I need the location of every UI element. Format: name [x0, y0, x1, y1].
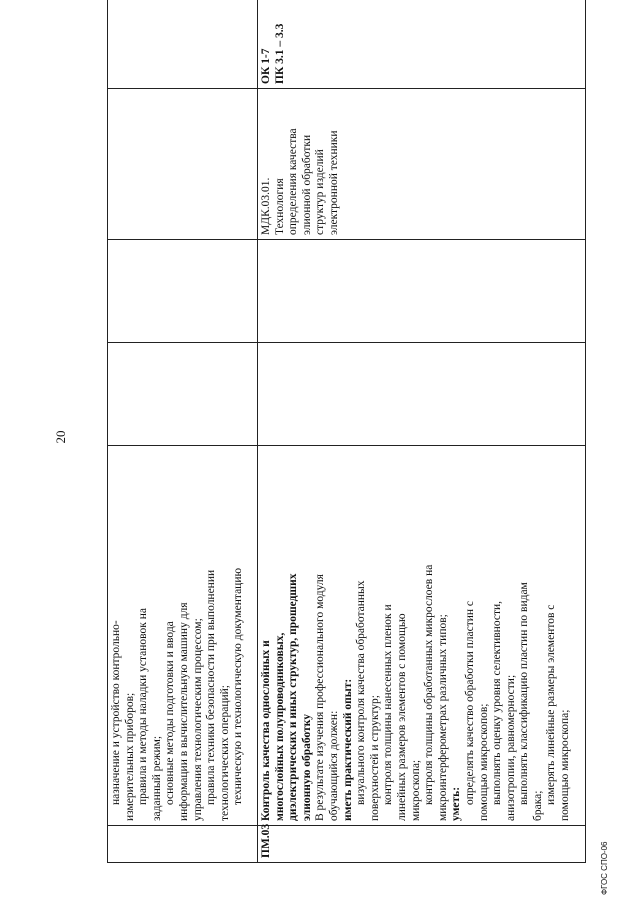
document-footer-code: ФГОС СПО-06: [600, 841, 609, 895]
course-cell: [258, 89, 586, 240]
curriculum-table-rotated: [107, 23, 585, 863]
text-line: Контроль качества однослойных и: [260, 640, 272, 821]
text-line: анизотропии, равномерности;: [504, 674, 517, 821]
text-line: техническую и технологическую документацию: [232, 567, 245, 805]
text-line: поверхностей и структур;: [368, 695, 381, 821]
module-description-cell: [258, 446, 586, 826]
text-line: микроинтерферометрах различных типов;: [436, 614, 449, 821]
requirements-list-2: [314, 450, 572, 821]
text-line: контроля толщины обработанных микрослоев на: [423, 564, 436, 805]
text-line: правила и методы наладки установок на: [137, 608, 150, 805]
page-number: 20: [53, 430, 68, 444]
text-line: иметь практический опыт:: [341, 678, 354, 821]
text-line: Технология: [273, 178, 286, 235]
text-line: микроскопа;: [409, 759, 422, 821]
text-line: выполнять оценку уровня селективности,: [491, 600, 504, 805]
empty-cell: [108, 240, 258, 343]
text-line: определения качества: [287, 128, 300, 235]
text-line: измерительных приборов;: [123, 692, 136, 821]
text-line: заданный режим;: [150, 735, 163, 821]
empty-cell: [258, 343, 586, 446]
text-line: электронной техники: [327, 130, 340, 235]
text-line: многослойных полупроводниковых,: [273, 632, 286, 821]
requirements-list-1: [110, 450, 246, 821]
text-line: структур изделий: [314, 149, 327, 235]
competence-cell-empty: [108, 0, 258, 89]
text-line: контроля толщины нанесенных пленок и: [382, 604, 395, 805]
text-line: основные методы подготовки и ввода: [164, 621, 177, 805]
competence-list: [260, 0, 287, 84]
text-line: уметь:: [450, 786, 463, 821]
text-line: выполнять классификацию пластин по видам: [518, 582, 531, 805]
text-line: информации в вычислительную машину для: [177, 602, 190, 821]
text-line: визуального контроля качества обработанных: [355, 580, 368, 805]
text-line: В результате изучения профессионального модуля: [314, 574, 327, 821]
text-line: определять качество обработки пластин с: [463, 600, 476, 805]
text-line: диэлектрических и иных структур, прошедших: [287, 573, 300, 821]
course-cell-empty: [108, 89, 258, 240]
module-code: ПМ.03: [258, 826, 586, 863]
text-line: назначение и устройство контрольно-: [110, 620, 122, 805]
text-line: управления технологическим процессом;: [191, 618, 204, 821]
text-line: элионной обработки: [300, 134, 313, 235]
empty-cell: [108, 343, 258, 446]
requirements-cell: [108, 446, 258, 826]
table-row: [258, 0, 586, 863]
table-row: [108, 0, 258, 863]
text-line: технологических операций;: [218, 684, 231, 821]
text-line: помощью микроскопа;: [559, 709, 572, 821]
text-line: ОК 1-7: [260, 48, 272, 84]
text-line: обучающийся должен:: [327, 710, 340, 821]
text-line: линейных размеров элементов с помощью: [395, 613, 408, 821]
text-line: правила техники безопасности при выполнении: [205, 569, 218, 805]
text-line: ПК 3.1 – 3.3: [273, 23, 286, 84]
text-line: помощью микроскопов;: [477, 703, 490, 821]
competence-cell: [258, 0, 586, 89]
text-line: элионную обработку: [300, 714, 313, 821]
text-line: измерять линейные размеры элементов с: [545, 604, 558, 805]
module-title: [260, 450, 314, 821]
empty-cell: [258, 240, 586, 343]
course-name: [260, 93, 342, 235]
module-code-cell-empty: [108, 826, 258, 863]
curriculum-table: [107, 0, 586, 863]
text-line: МДК.03.01.: [260, 177, 272, 235]
text-line: брака;: [531, 790, 544, 821]
